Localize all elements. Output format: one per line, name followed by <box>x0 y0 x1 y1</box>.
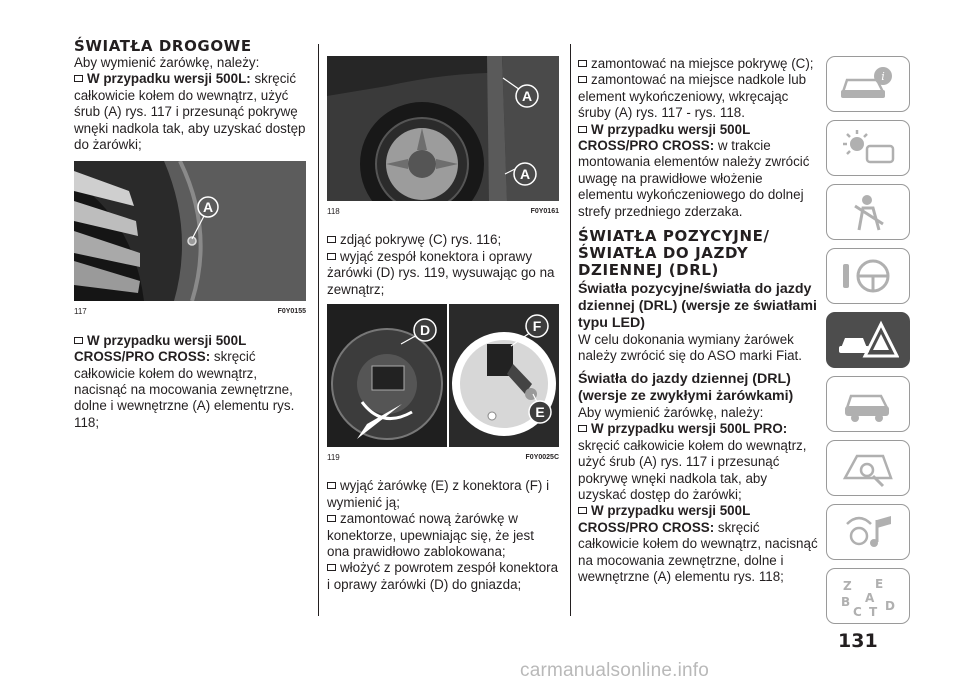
safety-airbag-icon <box>837 190 899 234</box>
intro-text: Aby wymienić żarówkę, należy: <box>74 55 260 70</box>
tab-car-info[interactable] <box>826 56 910 112</box>
checkbox-bullet-icon <box>578 60 587 67</box>
label-f: F <box>532 318 542 335</box>
emergency-warning-icon <box>837 318 899 362</box>
tab-starting-driving[interactable] <box>826 248 910 304</box>
figure-119 <box>327 304 559 466</box>
step-500l-cross: W przypadku wersji 500L CROSS/PRO CROSS: w trakcie montowania elementów należy zwrócić uwagę na prawidłowe włożenie elementu wykończeniowego do dolnej strefy przedniego zderzaka. <box>578 121 810 219</box>
figure-118-image <box>327 56 559 201</box>
checkbox-bullet-icon <box>578 425 587 432</box>
step-500l-pro: W przypadku wersji 500L PRO: skręcić całkowicie kołem do wewnątrz, użyć śrub (A) rys. 117 i przesunąć pokrywę wnęki nadkola tak, aby uzyskać dostęp do żarówki; <box>578 421 807 502</box>
figure-118 <box>327 56 559 220</box>
watermark: carmanualsonline.info <box>520 660 710 681</box>
column-left <box>74 38 306 431</box>
subheading-led: Światła pozycyjne/światła do jazdy dziennej (DRL) (wersje ze światłami typu LED) <box>578 281 817 332</box>
tab-technical-data[interactable] <box>826 440 910 496</box>
figure-number: 118 <box>327 207 340 216</box>
checkbox-bullet-icon <box>327 482 336 489</box>
label-a-bottom: A <box>519 166 531 182</box>
checkbox-bullet-icon <box>74 75 83 82</box>
figure-117-image <box>74 161 306 301</box>
starting-driving-icon <box>837 254 899 298</box>
index-icon <box>837 574 899 618</box>
dashboard-lights-icon <box>837 126 899 170</box>
figure-number: 117 <box>74 307 87 317</box>
subheading-bulbs: Światła do jazdy dziennej (DRL) (wersje ze zwykłymi żarówkami) <box>578 370 794 404</box>
checkbox-bullet-icon <box>327 236 336 243</box>
wheel-illustration <box>327 56 559 201</box>
maintenance-car-icon <box>837 382 899 426</box>
tab-emergency[interactable] <box>826 312 910 368</box>
tab-maintenance[interactable] <box>826 376 910 432</box>
wheel-arch-illustration <box>74 161 306 301</box>
tab-safety[interactable] <box>826 184 910 240</box>
svg-text:D: D <box>885 599 895 613</box>
checkbox-bullet-icon <box>327 253 336 260</box>
figure-117 <box>74 161 306 320</box>
figure-number: 119 <box>327 453 340 463</box>
led-text: W celu dokonania wymiany żarówek należy zwrócić się do ASO marki Fiat. <box>578 332 802 364</box>
svg-text:i: i <box>881 70 885 83</box>
car-info-icon <box>837 62 899 106</box>
figure-118-caption <box>327 204 559 220</box>
svg-text:A: A <box>865 591 875 605</box>
chapter-tabs <box>826 56 910 632</box>
figure-code: F0Y0155 <box>277 308 306 316</box>
list-item: wyjąć żarówkę (E) z konektora (F) i wymienić ją; <box>327 478 550 510</box>
svg-text:T: T <box>869 605 878 618</box>
label-d: D <box>419 322 431 339</box>
list-item: zamontować na miejsce pokrywę (C); <box>578 56 818 72</box>
checkbox-bullet-icon <box>578 76 587 83</box>
checkbox-bullet-icon <box>327 515 336 522</box>
list-item: zdjąć pokrywę (C) rys. 116; <box>327 232 559 248</box>
tab-index[interactable] <box>826 568 910 624</box>
list-item: włożyć z powrotem zespół konektora i oprawy żarówki (D) do gniazda; <box>327 560 559 592</box>
checkbox-bullet-icon <box>578 507 587 514</box>
step-500l-cross: W przypadku wersji 500L CROSS/PRO CROSS: skręcić całkowicie kołem do wewnątrz, nacisnąć na mocowania zewnętrzne, dolne i wewnętrzne (A) elementu rys. 118; <box>578 503 818 584</box>
column-right <box>578 56 818 585</box>
svg-text:Z: Z <box>843 579 852 593</box>
checkbox-bullet-icon <box>74 337 83 344</box>
svg-text:E: E <box>875 577 884 591</box>
list-item: wyjąć zespół konektora i oprawy żarówki (D) rys. 119, wysuwając go na zewnątrz; <box>327 248 555 297</box>
list-item: zamontować nową żarówkę w konektorze, upewniając się, że jest ona prawidłowo zablokowana; <box>327 511 534 560</box>
multimedia-icon <box>837 510 899 554</box>
checkbox-bullet-icon <box>578 126 587 133</box>
label-a-top: A <box>521 88 533 104</box>
figure-code: F0Y0025C <box>525 454 559 462</box>
svg-text:B: B <box>841 595 851 609</box>
list-item: zamontować na miejsce nadkole lub element wykończeniowy, wkręcając śruby (A) rys. 117 - rys. 118. <box>578 72 807 121</box>
bulb-connector-illustration <box>327 304 559 447</box>
svg-text:C: C <box>853 605 862 618</box>
tab-dashboard-lights[interactable] <box>826 120 910 176</box>
page-number: 131 <box>838 630 878 652</box>
column-middle <box>327 56 559 593</box>
section-heading-high-beam: ŚWIATŁA DROGOWE <box>74 37 252 55</box>
figure-119-caption <box>327 450 559 466</box>
checkbox-bullet-icon <box>327 564 336 571</box>
label-e: E <box>535 404 545 421</box>
step-500l-cross: W przypadku wersji 500L CROSS/PRO CROSS: skręcić całkowicie kołem do wewnątrz, nacisnąć na mocowania zewnętrzne, dolne i wewnętrzne (A) elementu rys. 118; <box>74 332 295 430</box>
figure-code: F0Y0161 <box>530 208 559 215</box>
column-divider <box>318 44 319 616</box>
intro-text: Aby wymienić żarówkę, należy: <box>578 404 764 420</box>
step-500l: W przypadku wersji 500L: skręcić całkowicie kołem do wewnątrz, użyć śrub (A) rys. 117 i przesunąć pokrywę wnęki nadkola tak, aby uzyskać dostęp do żarówki; <box>74 71 306 153</box>
figure-117-caption <box>74 304 306 320</box>
technical-data-icon <box>837 446 899 490</box>
tab-multimedia[interactable] <box>826 504 910 560</box>
column-divider <box>570 44 571 616</box>
label-a: A <box>202 199 214 216</box>
section-heading-position-lights: ŚWIATŁA POZYCYJNE/ŚWIATŁA DO JAZDY DZIENNEJ (DRL) <box>578 227 770 280</box>
figure-119-image <box>327 304 559 447</box>
